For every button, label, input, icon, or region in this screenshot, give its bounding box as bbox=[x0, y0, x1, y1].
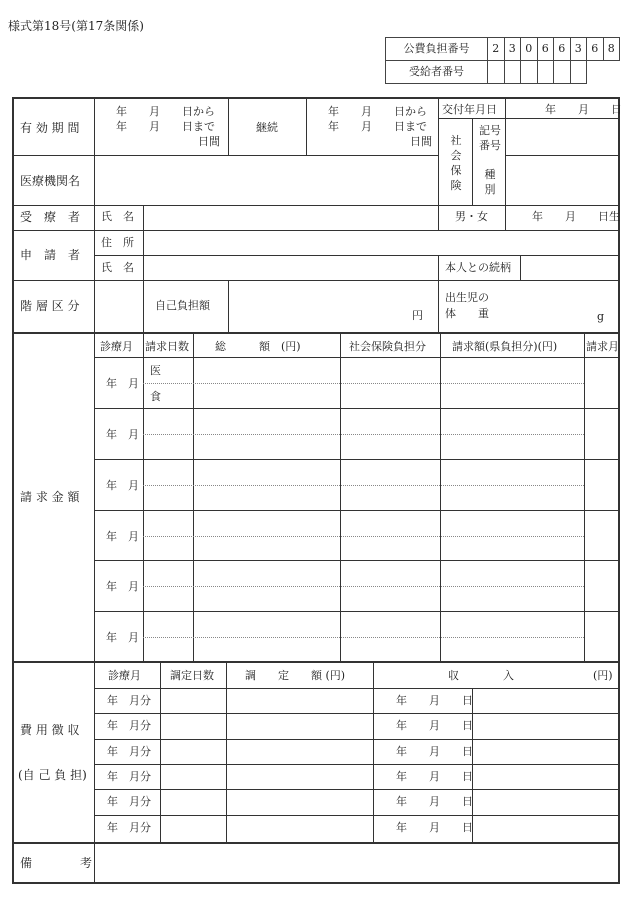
claim-header-claim-month: 請求月 bbox=[586, 340, 619, 353]
digit-3: 0 bbox=[521, 38, 538, 61]
form-number: 様式第18号(第17条関係) bbox=[8, 19, 144, 33]
patient-name-label: 氏 名 bbox=[101, 210, 134, 223]
validity-to-1: 年 月 日まで bbox=[116, 120, 215, 133]
recipient-number-label: 受給者番号 bbox=[386, 61, 488, 84]
class-label: 階 層 区 分 bbox=[20, 299, 80, 313]
birth-date-field[interactable]: 年 月 日生 bbox=[532, 210, 620, 223]
digit-6: 3 bbox=[570, 38, 587, 61]
validity-from-1: 年 月 日から bbox=[116, 105, 215, 118]
collection-label-self-pay: (自 己 負 担) bbox=[18, 768, 87, 782]
collection-row-date: 年 月 日 bbox=[396, 694, 473, 707]
recipient-digit-3[interactable] bbox=[521, 61, 538, 84]
applicant-label: 申 請 者 bbox=[20, 248, 81, 262]
birth-weight-label-1: 出生児の bbox=[445, 291, 489, 304]
recipient-digit-7[interactable] bbox=[587, 61, 604, 84]
claim-row-month: 年 月 bbox=[106, 377, 139, 390]
digit-1: 2 bbox=[488, 38, 505, 61]
recipient-digit-4[interactable] bbox=[537, 61, 554, 84]
validity-from-2: 年 月 日から bbox=[328, 105, 427, 118]
applicant-name-label: 氏 名 bbox=[101, 261, 134, 274]
issue-date-value: 年 月 日 bbox=[545, 103, 622, 116]
digit-7: 6 bbox=[587, 38, 604, 61]
symbol-number-label: 記号番号 bbox=[479, 124, 501, 152]
digit-2: 3 bbox=[504, 38, 521, 61]
claim-row-month: 年 月 bbox=[106, 530, 139, 543]
issue-date-label: 交付年月日 bbox=[442, 103, 497, 116]
public-number-label: 公費負担番号 bbox=[386, 38, 488, 61]
claim-row1-medical: 医 bbox=[150, 364, 161, 377]
public-number-table bbox=[385, 37, 620, 84]
patient-label: 受 療 者 bbox=[20, 210, 81, 224]
recipient-digit-5[interactable] bbox=[554, 61, 571, 84]
validity-to-2: 年 月 日まで bbox=[328, 120, 427, 133]
social-insurance-label: 社会保険 bbox=[450, 134, 462, 192]
digit-5: 6 bbox=[554, 38, 571, 61]
validity-label: 有 効 期 間 bbox=[20, 121, 80, 135]
collection-row-month: 年 月分 bbox=[107, 694, 151, 707]
claim-label: 請 求 金 額 bbox=[20, 490, 80, 504]
collection-header-amount: 調 定 額 (円) bbox=[245, 669, 346, 682]
remarks-field[interactable] bbox=[95, 844, 618, 882]
recipient-digit-2[interactable] bbox=[504, 61, 521, 84]
sex-field[interactable]: 男・女 bbox=[455, 210, 488, 223]
collection-header-days: 調定日数 bbox=[170, 669, 214, 682]
digit-4: 6 bbox=[537, 38, 554, 61]
claim-row-month: 年 月 bbox=[106, 428, 139, 441]
claim-row-month: 年 月 bbox=[106, 580, 139, 593]
self-pay-yen: 円 bbox=[412, 309, 423, 322]
birth-weight-label-2: 体 重 bbox=[445, 307, 489, 320]
collection-label: 費 用 徴 収 bbox=[20, 723, 80, 737]
validity-days-1: 日間 bbox=[198, 135, 220, 148]
recipient-digit-1[interactable] bbox=[488, 61, 505, 84]
collection-row-date: 年 月 日 bbox=[396, 719, 473, 732]
collection-row-month: 年 月分 bbox=[107, 821, 151, 834]
collection-header-month: 診療月 bbox=[108, 669, 141, 682]
claim-header-amount: 請求額(県負担分)(円) bbox=[452, 340, 558, 353]
claim-row-month: 年 月 bbox=[106, 631, 139, 644]
collection-row-date: 年 月 日 bbox=[396, 821, 473, 834]
collection-header-yen: (円) bbox=[593, 669, 613, 682]
remarks-label: 備 考 bbox=[20, 856, 93, 870]
collection-row-month: 年 月分 bbox=[107, 795, 151, 808]
validity-days-2: 日間 bbox=[410, 135, 432, 148]
collection-row-date: 年 月 日 bbox=[396, 795, 473, 808]
claim-row1-meal: 食 bbox=[150, 390, 161, 403]
collection-header-income: 収 入 bbox=[448, 669, 514, 682]
gram-unit: g bbox=[597, 310, 605, 323]
claim-header-days: 請求日数 bbox=[145, 340, 189, 353]
recipient-digit-6[interactable] bbox=[570, 61, 587, 84]
claim-row-month: 年 月 bbox=[106, 479, 139, 492]
type-label: 種別 bbox=[484, 168, 496, 196]
collection-row-month: 年 月分 bbox=[107, 719, 151, 732]
medical-institution-label: 医療機関名 bbox=[20, 174, 81, 188]
claim-header-month: 診療月 bbox=[100, 340, 133, 353]
continue-label: 継続 bbox=[256, 121, 278, 134]
applicant-address-label: 住 所 bbox=[101, 236, 134, 249]
collection-row-month: 年 月分 bbox=[107, 770, 151, 783]
collection-row-month: 年 月分 bbox=[107, 745, 151, 758]
self-pay-label: 自己負担額 bbox=[155, 299, 210, 312]
collection-row-date: 年 月 日 bbox=[396, 770, 473, 783]
collection-row-date: 年 月 日 bbox=[396, 745, 473, 758]
digit-8: 8 bbox=[603, 38, 620, 61]
claim-header-social: 社会保険負担分 bbox=[349, 340, 426, 353]
claim-header-total: 総 額 (円) bbox=[215, 340, 301, 353]
relation-label: 本人との続柄 bbox=[445, 261, 511, 274]
